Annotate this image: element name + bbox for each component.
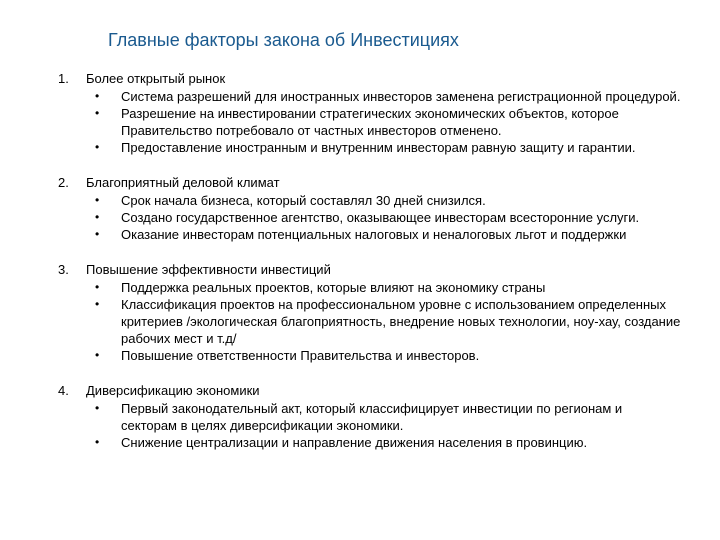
- section-title: Благоприятный деловой климат: [86, 175, 280, 190]
- list-item-text: Поддержка реальных проектов, которые влияют на экономику страны: [121, 280, 546, 295]
- page-title: Главные факторы закона об Инвестициях: [108, 30, 459, 50]
- section-number: 4.: [58, 383, 69, 398]
- bullet-icon: •: [95, 227, 100, 241]
- section-4: [0, 382, 720, 451]
- section-1: [0, 70, 720, 156]
- list-item: [0, 105, 720, 139]
- list-item-text: Разрешение на инвестировании стратегических экономических объектов, которое Правительство потребовало от частных инвесторов отменено.: [121, 106, 619, 138]
- bullet-icon: •: [95, 435, 100, 449]
- bullet-icon: •: [95, 193, 100, 207]
- section-heading: [0, 174, 720, 192]
- section-number: 1.: [58, 71, 69, 86]
- bullet-icon: •: [95, 297, 100, 311]
- list-item: [0, 209, 720, 226]
- section-3: [0, 261, 720, 364]
- list-item-text: Создано государственное агентство, оказывающее инвесторам всесторонние услуги.: [121, 210, 640, 225]
- section-title: Диверсификацию экономики: [86, 383, 260, 398]
- list-item-text: Срок начала бизнеса, который составлял 30 дней снизился.: [121, 193, 486, 208]
- section-heading: [0, 261, 720, 279]
- list-item-text: Повышение ответственности Правительства и инвесторов.: [121, 348, 480, 363]
- section-2: [0, 174, 720, 243]
- bullet-icon: •: [95, 89, 100, 103]
- list-item-text: Система разрешений для иностранных инвесторов заменена регистрационной процедурой.: [121, 89, 681, 104]
- section-number: 3.: [58, 262, 69, 277]
- list-item: [0, 400, 720, 434]
- list-item-text: Снижение централизации и направление движения населения в провинцию.: [121, 435, 588, 450]
- bullet-icon: •: [95, 280, 100, 294]
- section-heading: [0, 70, 720, 88]
- list-item-text: Предоставление иностранным и внутренним инвесторам равную защиту и гарантии.: [121, 140, 636, 155]
- list-item: [0, 192, 720, 209]
- bullet-icon: •: [95, 210, 100, 224]
- list-item: [0, 139, 720, 156]
- bullet-icon: •: [95, 401, 100, 415]
- section-heading: [0, 382, 720, 400]
- section-title: Повышение эффективности инвестиций: [86, 262, 331, 277]
- section-title: Более открытый рынок: [86, 71, 226, 86]
- bullet-icon: •: [95, 140, 100, 154]
- list-item: [0, 88, 720, 105]
- list-item: [0, 347, 720, 364]
- list-item: [0, 279, 720, 296]
- factors-list: [0, 70, 720, 469]
- section-number: 2.: [58, 175, 69, 190]
- bullet-icon: •: [95, 348, 100, 362]
- list-item: [0, 296, 720, 347]
- bullet-icon: •: [95, 106, 100, 120]
- list-item-text: Первый законодательный акт, который классифицирует инвестиции по регионам и секторам в целях диверсификации экономики.: [121, 401, 623, 433]
- list-item-text: Классификация проектов на профессиональном уровне с использованием определенных критериев /экологическая благоприятность, внедрение новых технологии, ноу-хау, создание рабочих мест и т.д/: [121, 297, 681, 346]
- list-item: [0, 226, 720, 243]
- list-item-text: Оказание инвесторам потенциальных налоговых и неналоговых льгот и поддержки: [121, 227, 627, 242]
- list-item: [0, 434, 720, 451]
